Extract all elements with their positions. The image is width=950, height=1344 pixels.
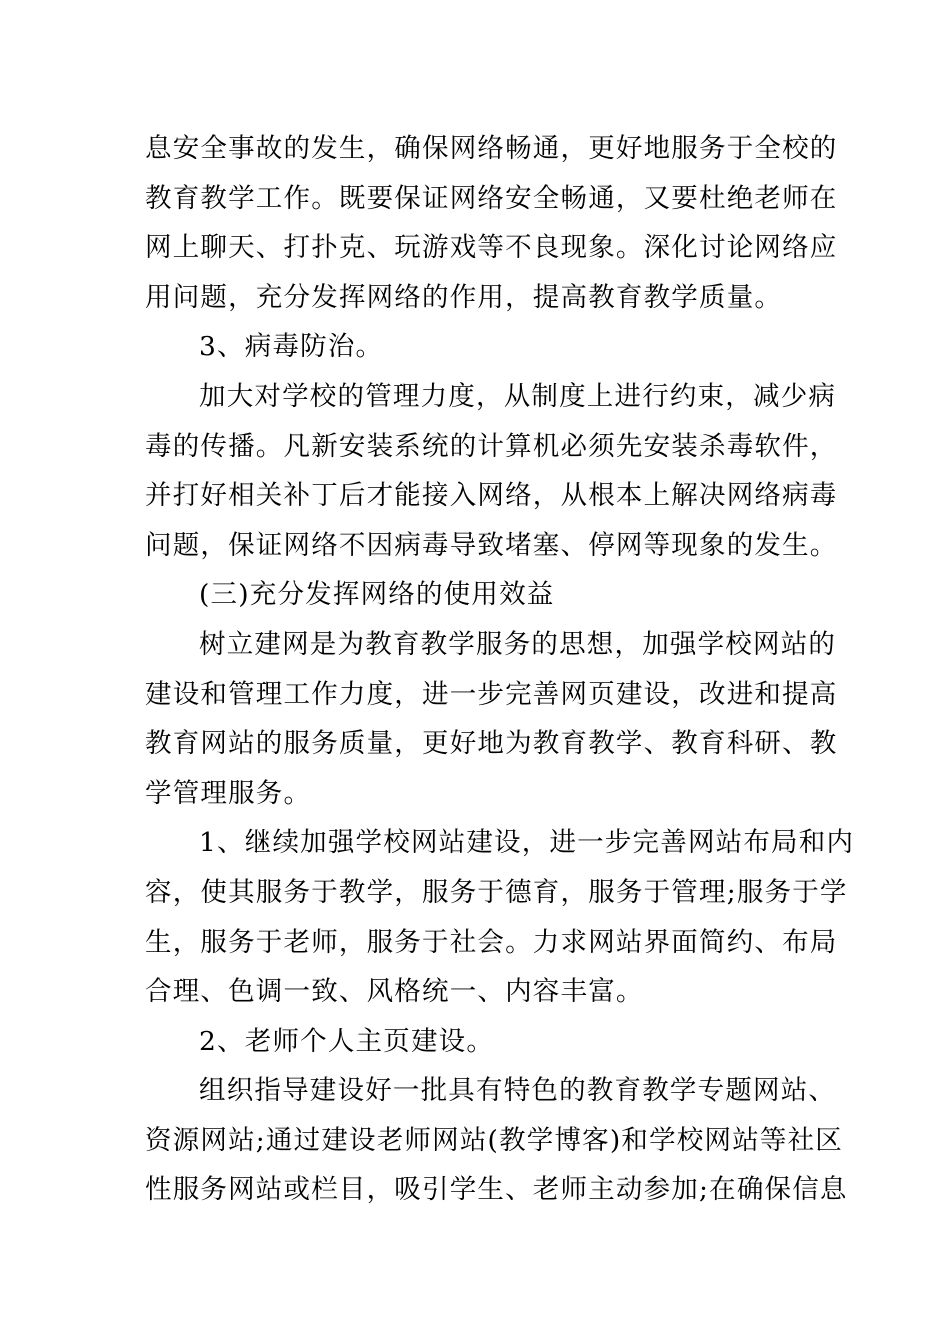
text-line: 资源网站;通过建设老师网站(教学博客)和学校网站等社区: [145, 1124, 844, 1156]
section-heading: 3、病毒防治。: [199, 331, 384, 363]
text-line: 学管理服务。: [145, 777, 312, 809]
text-line: 性服务网站或栏目，吸引学生、老师主动参加;在确保信息: [145, 1174, 848, 1206]
text-line: 合理、色调一致、风格统一、内容丰富。: [145, 976, 644, 1008]
text-line: 问题，保证网络不因病毒导致堵塞、停网等现象的发生。: [145, 529, 838, 561]
section-heading: (三)充分发挥网络的使用效益: [199, 579, 555, 611]
text-line: 加大对学校的管理力度，从制度上进行约束，减少病: [199, 380, 837, 412]
section-heading: 2、老师个人主页建设。: [199, 1025, 495, 1057]
text-line: 并打好相关补丁后才能接入网络，从根本上解决网络病毒: [145, 480, 838, 512]
text-line: 生，服务于老师，服务于社会。力求网站界面简约、布局: [145, 926, 838, 958]
text-line: 教育教学工作。既要保证网络安全畅通，又要杜绝老师在: [145, 182, 838, 214]
text-line: 建设和管理工作力度，进一步完善网页建设，改进和提高: [145, 678, 838, 710]
text-line: 容，使其服务于教学，服务于德育，服务于管理;服务于学: [145, 876, 848, 908]
text-line: 网上聊天、打扑克、玩游戏等不良现象。深化讨论网络应: [145, 232, 838, 264]
document-body: [145, 124, 855, 1215]
text-line: 用问题，充分发挥网络的作用，提高教育教学质量。: [145, 281, 783, 313]
text-line: 1、继续加强学校网站建设，进一步完善网站布局和内: [199, 827, 855, 859]
text-line: 树立建网是为教育教学服务的思想，加强学校网站的: [199, 628, 837, 660]
text-line: 组织指导建设好一批具有特色的教育教学专题网站、: [199, 1075, 837, 1107]
text-line: 息安全事故的发生，确保网络畅通，更好地服务于全校的: [145, 133, 838, 164]
text-line: 毒的传播。凡新安装系统的计算机必须先安装杀毒软件，: [145, 430, 838, 462]
text-line: 教育网站的服务质量，更好地为教育教学、教育科研、教: [145, 728, 838, 760]
